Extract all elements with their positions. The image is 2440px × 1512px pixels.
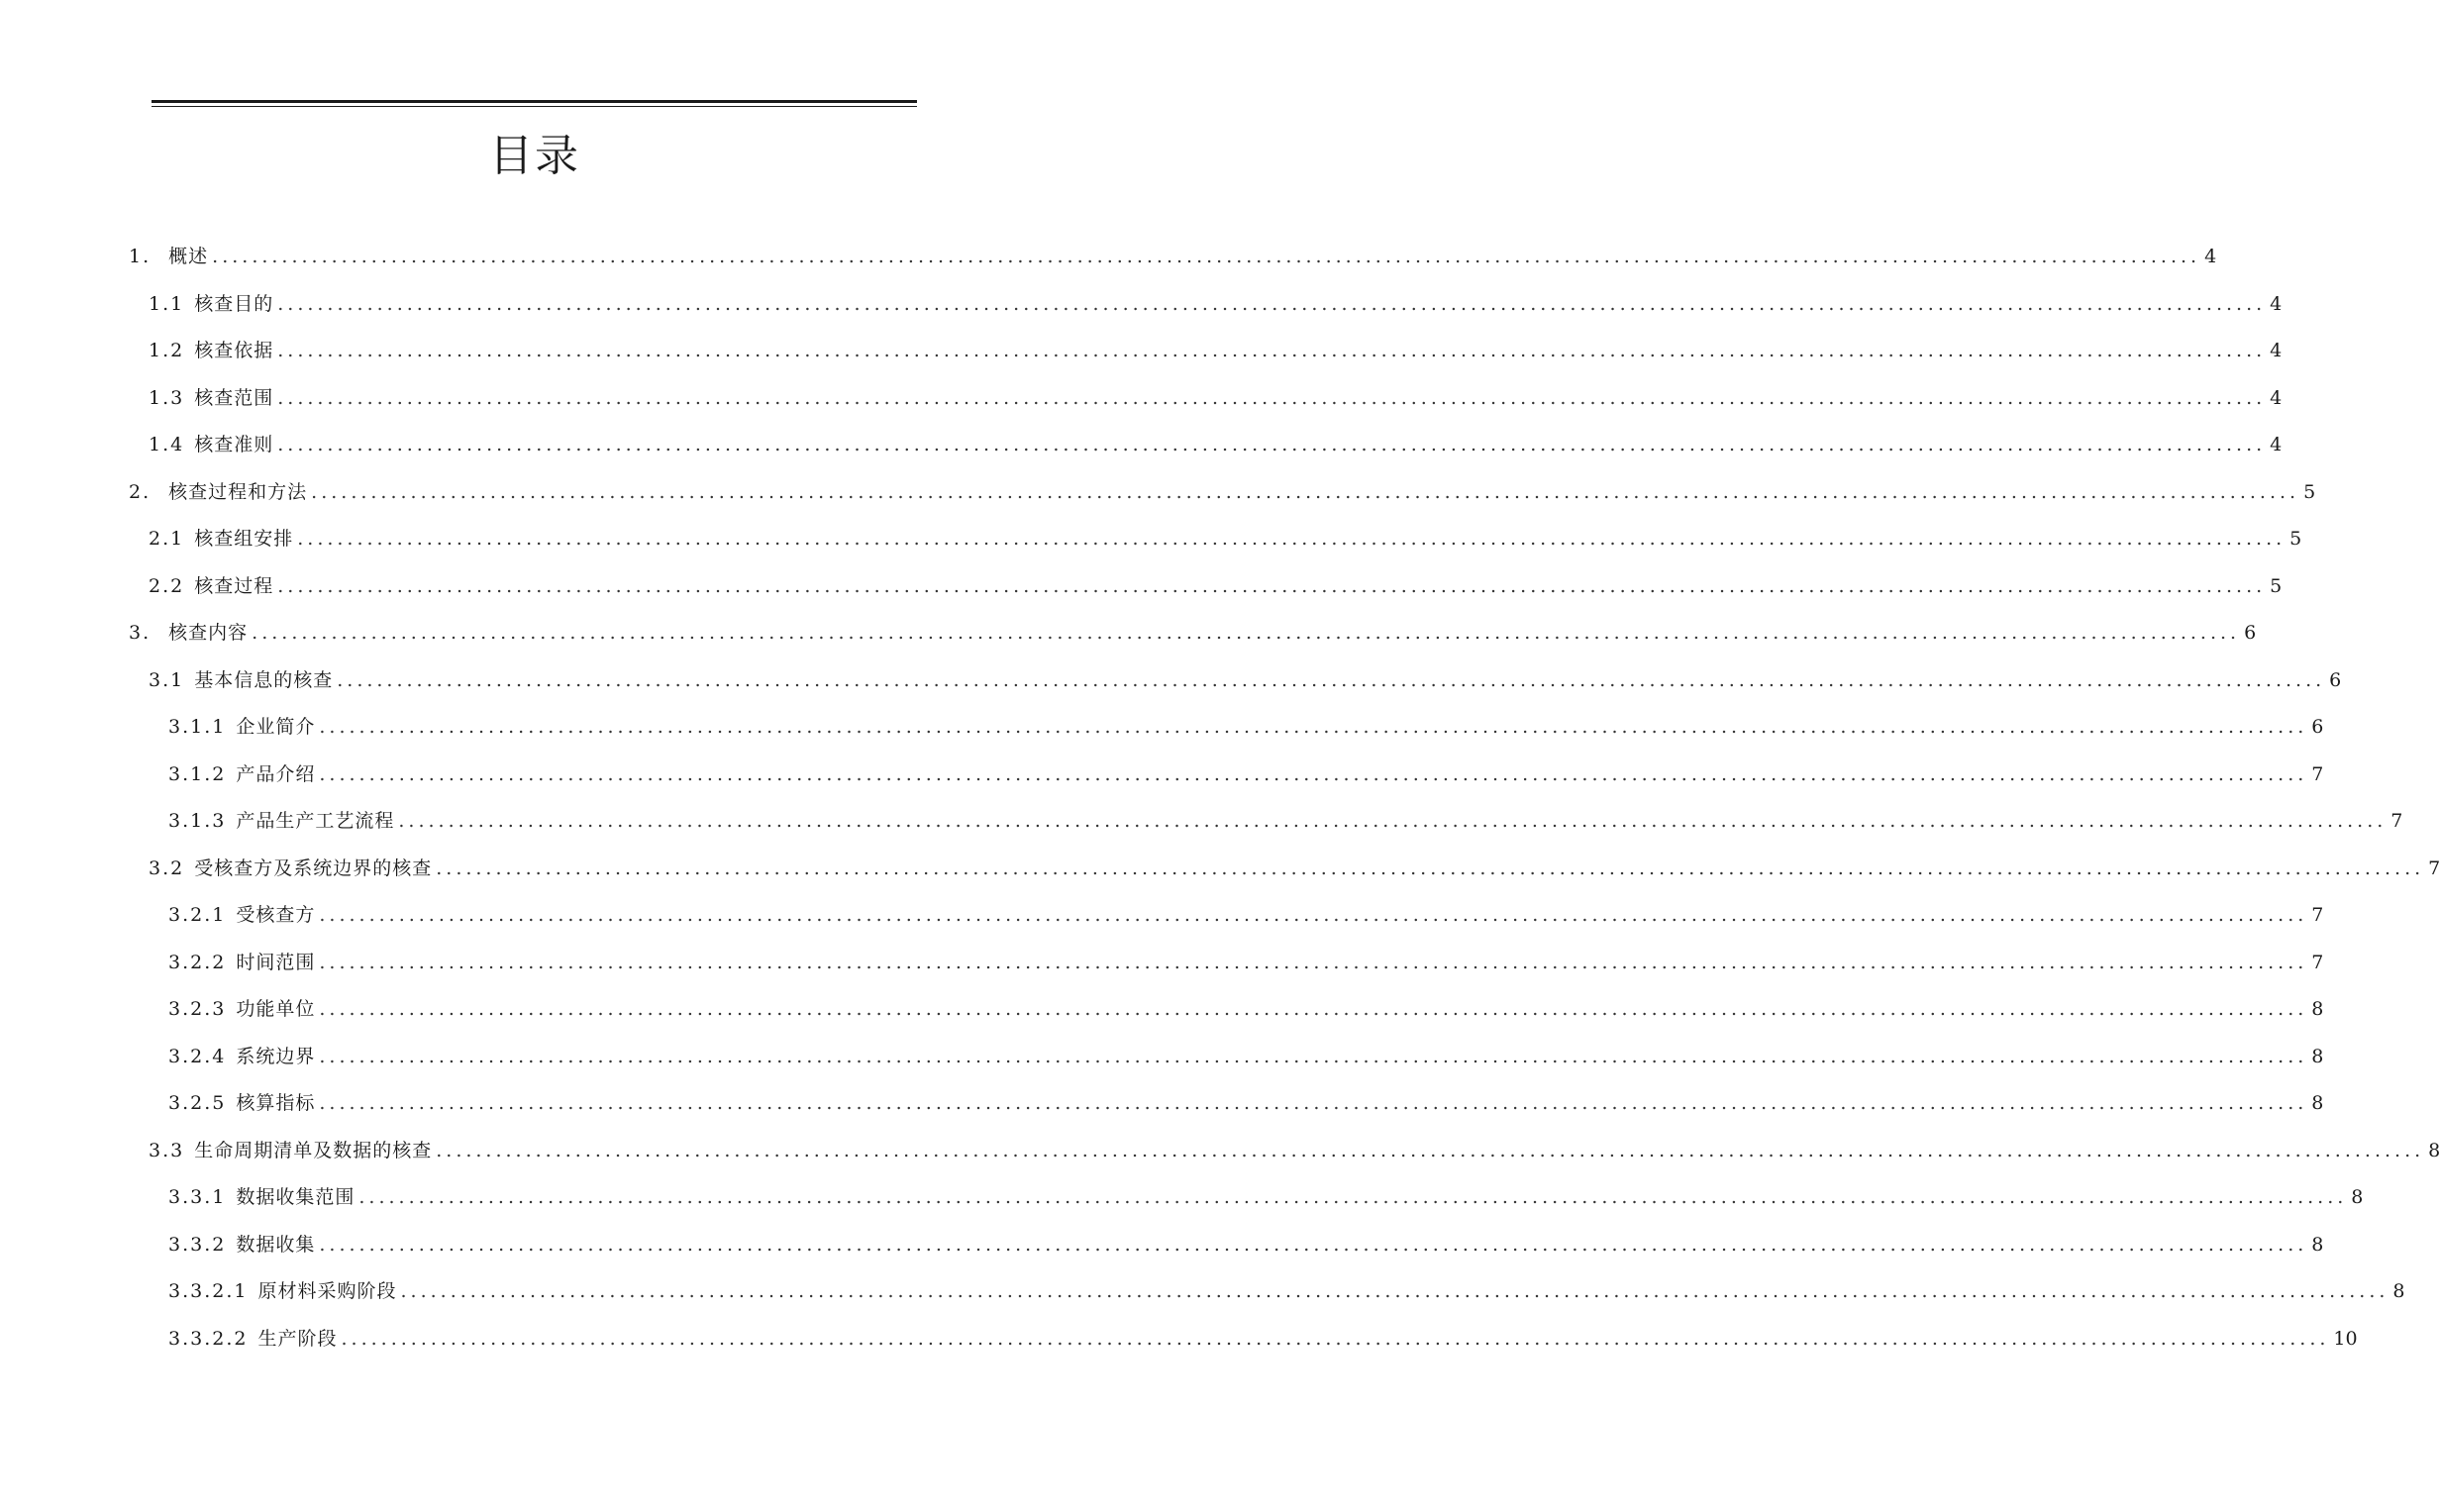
toc-entry[interactable] — [168, 1182, 2364, 1212]
toc-entry-number: 3.1.1 — [168, 716, 227, 738]
toc-entry-title: 时间范围 — [236, 952, 316, 973]
toc-dot-leader: ........................................................................................................................................................................................................ — [337, 669, 2326, 691]
toc-entry-number: 3.2.3 — [168, 998, 227, 1020]
toc-dot-leader: ........................................................................................................................................................................................................ — [341, 1328, 2330, 1350]
toc-dot-leader: ........................................................................................................................................................................................................ — [319, 998, 2308, 1020]
toc-entry-title: 企业简介 — [236, 716, 316, 738]
toc-entry-title: 数据收集范围 — [236, 1186, 356, 1208]
toc-entry[interactable] — [168, 1276, 2405, 1306]
toc-entry[interactable] — [168, 1324, 2358, 1354]
toc-entry[interactable] — [149, 383, 2283, 413]
toc-entry[interactable] — [149, 854, 2440, 883]
toc-entry[interactable] — [149, 571, 2283, 601]
toc-entry-number: 3.1 — [149, 669, 185, 691]
toc-entry-title: 功能单位 — [236, 998, 316, 1020]
toc-dot-leader: ........................................................................................................................................................................................................ — [277, 340, 2267, 361]
toc-entry-page-number: 7 — [2311, 904, 2324, 926]
toc-entry[interactable] — [168, 806, 2403, 836]
toc-dot-leader: ........................................................................................................................................................................................................ — [400, 1280, 2389, 1302]
toc-entry[interactable] — [149, 524, 2302, 554]
toc-entry[interactable] — [168, 759, 2324, 789]
toc-dot-leader: ........................................................................................................................................................................................................ — [277, 434, 2267, 455]
header-double-rule — [152, 100, 917, 107]
toc-dot-leader: ........................................................................................................................................................................................................ — [436, 857, 2425, 879]
toc-entry-title: 核查过程和方法 — [168, 481, 308, 503]
toc-dot-leader: ........................................................................................................................................................................................................ — [319, 716, 2308, 738]
toc-entry-title: 核查范围 — [194, 387, 274, 409]
toc-entry[interactable] — [168, 1042, 2324, 1071]
toc-entry-title: 核查依据 — [194, 340, 274, 361]
toc-entry-number: 1.3 — [149, 387, 185, 409]
toc-entry[interactable] — [149, 289, 2283, 319]
toc-entry-page-number: 8 — [2311, 1092, 2324, 1114]
toc-entry-number: 1.1 — [149, 293, 185, 315]
toc-entry-number: 3.1.3 — [168, 810, 227, 832]
toc-entry[interactable] — [168, 994, 2324, 1024]
toc-entry[interactable] — [168, 900, 2324, 930]
toc-entry-title: 概述 — [168, 246, 209, 267]
toc-entry-title: 生命周期清单及数据的核查 — [194, 1140, 433, 1161]
toc-entry-title: 产品介绍 — [236, 763, 316, 785]
toc-entry-page-number: 5 — [2270, 575, 2283, 597]
toc-entry-page-number: 4 — [2270, 434, 2283, 455]
toc-entry[interactable] — [129, 242, 2217, 271]
toc-entry-page-number: 6 — [2244, 622, 2257, 644]
toc-entry-page-number: 8 — [2311, 1046, 2324, 1067]
toc-entry-title: 核查过程 — [194, 575, 274, 597]
toc-entry-number: 2.2 — [149, 575, 185, 597]
toc-entry-title: 核查内容 — [168, 622, 249, 644]
toc-entry-page-number: 8 — [2311, 1234, 2324, 1256]
toc-entry-page-number: 8 — [2351, 1186, 2364, 1208]
toc-entry-page-number: 5 — [2289, 528, 2302, 550]
toc-entry-title: 数据收集 — [236, 1234, 316, 1256]
toc-dot-leader: ........................................................................................................................................................................................................ — [319, 763, 2308, 785]
toc-dot-leader: ........................................................................................................................................................................................................ — [319, 1092, 2308, 1114]
toc-entry-number: 2. — [129, 481, 152, 503]
toc-dot-leader: ........................................................................................................................................................................................................ — [311, 481, 2300, 503]
toc-entry-number: 1.2 — [149, 340, 185, 361]
toc-entry-title: 原材料采购阶段 — [257, 1280, 397, 1302]
toc-entry-page-number: 4 — [2270, 387, 2283, 409]
toc-entry-number: 3.3.1 — [168, 1186, 227, 1208]
toc-entry[interactable] — [149, 1136, 2440, 1165]
toc-entry[interactable] — [149, 665, 2342, 695]
toc-entry-page-number: 7 — [2311, 763, 2324, 785]
toc-dot-leader: ........................................................................................................................................................................................................ — [297, 528, 2287, 550]
toc-entry-title: 生产阶段 — [257, 1328, 338, 1350]
toc-entry-page-number: 5 — [2303, 481, 2316, 503]
toc-entry-title: 基本信息的核查 — [194, 669, 334, 691]
toc-entry-number: 3.2.5 — [168, 1092, 227, 1114]
toc-dot-leader: ........................................................................................................................................................................................................ — [277, 387, 2267, 409]
toc-entry-page-number: 7 — [2311, 952, 2324, 973]
toc-entry[interactable] — [129, 477, 2316, 507]
toc-entry-number: 1.4 — [149, 434, 185, 455]
toc-entry-number: 1. — [129, 246, 152, 267]
toc-entry-number: 3.2.1 — [168, 904, 227, 926]
toc-dot-leader: ........................................................................................................................................................................................................ — [252, 622, 2241, 644]
toc-entry-number: 3.1.2 — [168, 763, 227, 785]
toc-dot-leader: ........................................................................................................................................................................................................ — [212, 246, 2201, 267]
toc-entry-title: 核算指标 — [236, 1092, 316, 1114]
toc-dot-leader: ........................................................................................................................................................................................................ — [436, 1140, 2425, 1161]
toc-entry-title: 核查目的 — [194, 293, 274, 315]
toc-entry-page-number: 8 — [2428, 1140, 2440, 1161]
toc-dot-leader: ........................................................................................................................................................................................................ — [277, 575, 2267, 597]
toc-dot-leader: ........................................................................................................................................................................................................ — [398, 810, 2388, 832]
toc-dot-leader: ........................................................................................................................................................................................................ — [358, 1186, 2348, 1208]
toc-entry-page-number: 10 — [2333, 1328, 2358, 1350]
toc-entry-page-number: 4 — [2270, 340, 2283, 361]
toc-dot-leader: ........................................................................................................................................................................................................ — [319, 952, 2308, 973]
toc-entry-number: 3.3.2.1 — [168, 1280, 249, 1302]
toc-entry[interactable] — [168, 712, 2324, 742]
toc-entry-number: 3.2.4 — [168, 1046, 227, 1067]
toc-entry[interactable] — [149, 336, 2283, 365]
toc-entry-title: 核查准则 — [194, 434, 274, 455]
toc-entry-page-number: 7 — [2428, 857, 2440, 879]
toc-entry-page-number: 7 — [2390, 810, 2403, 832]
toc-entry-title: 系统边界 — [236, 1046, 316, 1067]
toc-dot-leader: ........................................................................................................................................................................................................ — [319, 1046, 2308, 1067]
toc-entry-number: 3.2.2 — [168, 952, 227, 973]
toc-entry[interactable] — [149, 430, 2283, 459]
toc-entry-number: 3.3.2 — [168, 1234, 227, 1256]
toc-entry[interactable] — [168, 948, 2324, 977]
toc-entry[interactable] — [168, 1230, 2324, 1260]
toc-entry-number: 3. — [129, 622, 152, 644]
toc-entry[interactable] — [168, 1088, 2324, 1118]
toc-entry-number: 3.2 — [149, 857, 185, 879]
toc-entry-title: 受核查方 — [236, 904, 316, 926]
toc-dot-leader: ........................................................................................................................................................................................................ — [319, 904, 2308, 926]
toc-dot-leader: ........................................................................................................................................................................................................ — [319, 1234, 2308, 1256]
toc-entry-page-number: 4 — [2270, 293, 2283, 315]
page-title: 目录 — [489, 131, 580, 181]
toc-entry-page-number: 4 — [2204, 246, 2217, 267]
toc-entry-page-number: 6 — [2311, 716, 2324, 738]
toc-dot-leader: ........................................................................................................................................................................................................ — [277, 293, 2267, 315]
toc-entry-page-number: 8 — [2392, 1280, 2405, 1302]
toc-entry-page-number: 8 — [2311, 998, 2324, 1020]
toc-entry-number: 3.3 — [149, 1140, 185, 1161]
toc-entry-title: 受核查方及系统边界的核查 — [194, 857, 433, 879]
toc-entry[interactable] — [129, 618, 2257, 648]
toc-entry-number: 3.3.2.2 — [168, 1328, 249, 1350]
toc-entry-page-number: 6 — [2329, 669, 2342, 691]
toc-entry-title: 核查组安排 — [194, 528, 294, 550]
toc-entry-title: 产品生产工艺流程 — [236, 810, 395, 832]
toc-entry-number: 2.1 — [149, 528, 185, 550]
